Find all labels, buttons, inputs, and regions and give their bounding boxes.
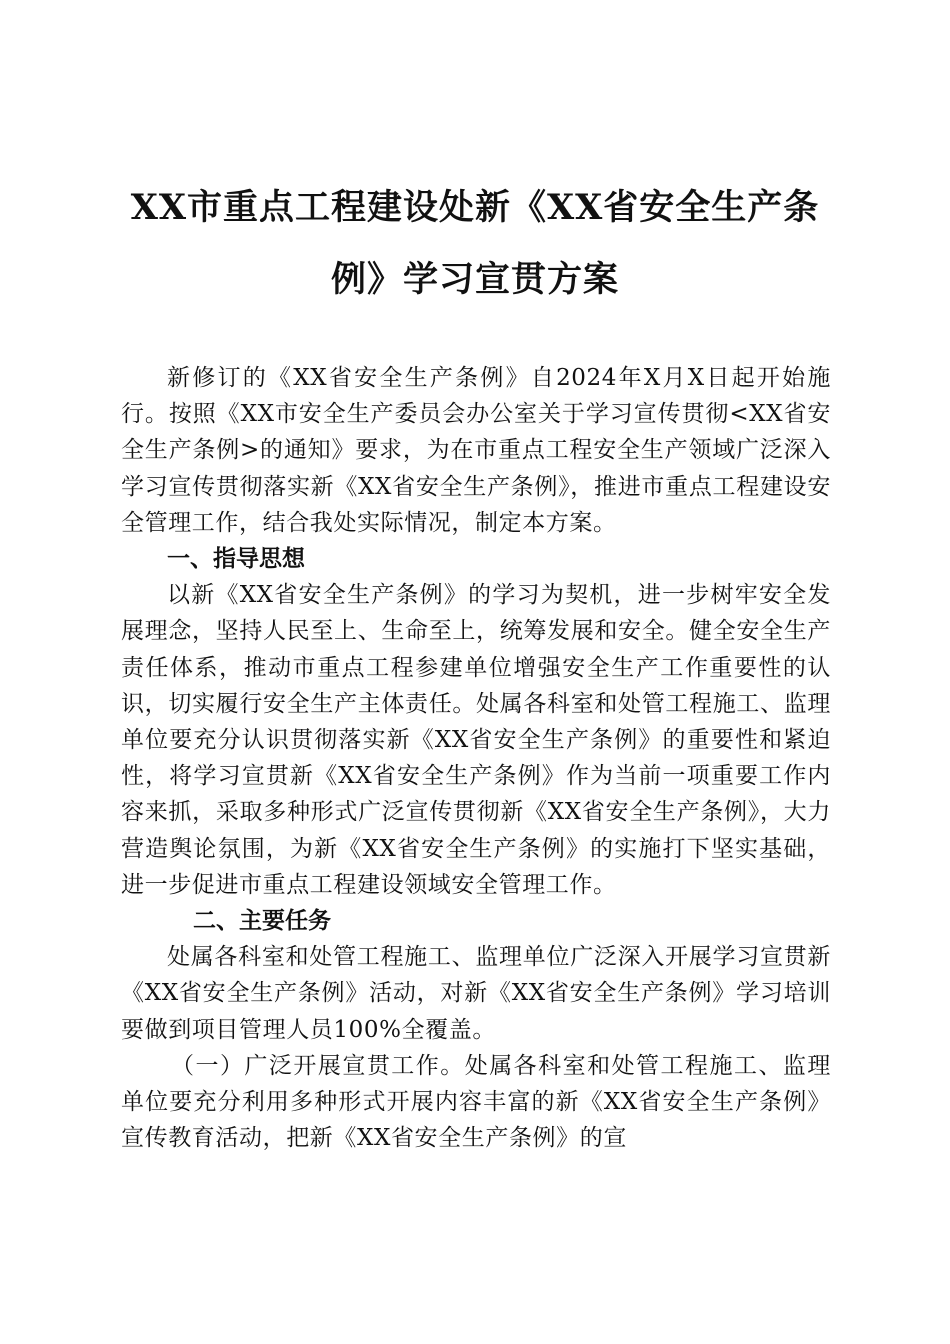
intro-paragraph: 新修订的《XX省安全生产条例》自2024年X月X日起开始施行。按照《XX市安全生产委员会办公室关于学习宣传贯彻<XX省安全生产条例>的通知》要求，为在市重点工程安全生产领域广泛深入学习宣传贯彻落实新《XX省安全生产条例》，推进市重点工程建设安全管理工作，结合我处实际情况，制定本方案。 xyxy=(121,365,831,536)
main-tasks-item-1: （一）广泛开展宣贯工作。处属各科室和处管工程施工、监理单位要充分利用多种形式开展内容丰富的新《XX省安全生产条例》宣传教育活动，把新《XX省安全生产条例》的宣 xyxy=(121,1052,831,1152)
section-heading-main-tasks: 二、主要任务 xyxy=(193,908,331,935)
section-heading-guiding-ideology: 一、指导思想 xyxy=(167,546,305,573)
main-tasks-paragraph: 处属各科室和处管工程施工、监理单位广泛深入开展学习宣贯新《XX省安全生产条例》活动，对新《XX省安全生产条例》学习培训要做到项目管理人员100%全覆盖。 xyxy=(121,944,831,1043)
title-line-1: XX市重点工程建设处新《XX省安全生产条 xyxy=(130,187,820,228)
document-body xyxy=(121,360,831,1156)
title-line-2: 例》学习宣贯方案 xyxy=(330,259,619,300)
guiding-ideology-paragraph: 以新《XX省安全生产条例》的学习为契机，进一步树牢安全发展理念，坚持人民至上、生命至上，统筹发展和安全。健全安全生产责任体系，推动市重点工程参建单位增强安全生产工作重要性的认识，切实履行安全生产主体责任。处属各科室和处管工程施工、监理单位要充分认识贯彻落实新《XX省安全生产条例》的重要性和紧迫性，将学习宣贯新《XX省安全生产条例》作为当前一项重要工作内容来抓，采取多种形式广泛宣传贯彻新《XX省安全生产条例》，大力营造舆论氛围，为新《XX省安全生产条例》的实施打下坚实基础，进一步促进市重点工程建设领域安全管理工作。 xyxy=(121,582,831,898)
document-title xyxy=(110,172,840,316)
